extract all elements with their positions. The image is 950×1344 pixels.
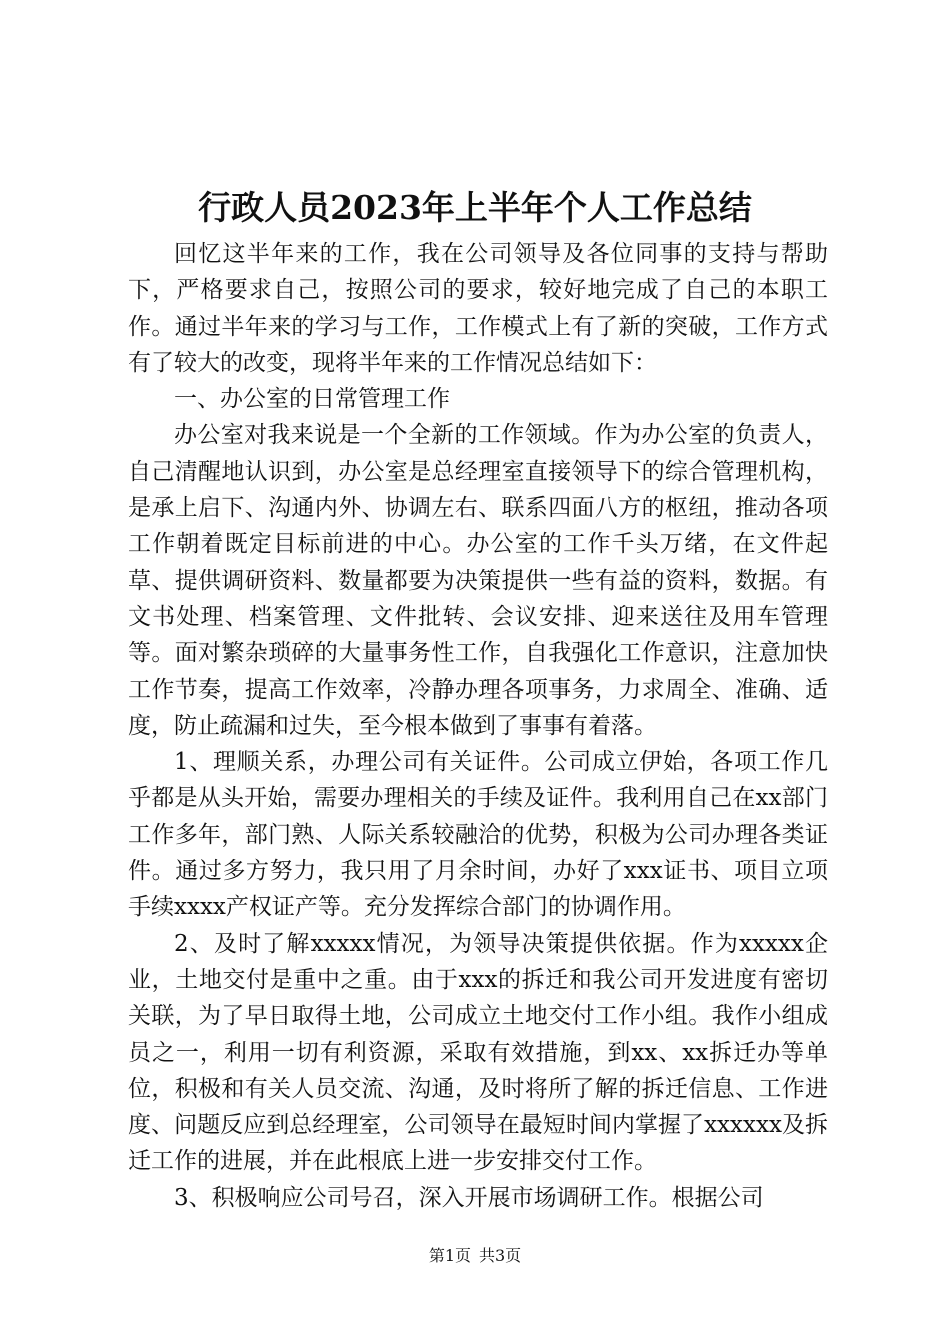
page-total: 共3页 <box>479 1246 522 1265</box>
page-footer <box>0 1245 950 1267</box>
document-body <box>128 236 828 1216</box>
section-heading-office: 一、办公室的日常管理工作 <box>174 386 450 413</box>
paragraph-office-role: 办公室对我来说是一个全新的工作领域。作为办公室的负责人，自己清醒地认识到，办公室是总经理室直接领导下的综合管理机构，是承上启下、沟通内外、协调左右、联系四面八方的枢纽，推动各项工作朝着既定目标前进的中心。办公室的工作千头万绪，在文件起草、提供调研资料、数量都要为决策提供一些有益的资料，数据。有文书处理、档案管理、文件批转、会议安排、迎来送往及用车管理等。面对繁杂琐碎的大量事务性工作，自我强化工作意识，注意加快工作节奏，提高工作效率，冷静办理各项事务，力求周全、准确、适度，防止疏漏和过失，至今根本做到了事事有着落。 <box>128 422 828 739</box>
paragraph-item-3: 3、积极响应公司号召，深入开展市场调研工作。根据公司 <box>174 1184 764 1211</box>
paragraph-item-2: 2、及时了解xxxxx情况，为领导决策提供依据。作为xxxxx企业，土地交付是重中之重。由于xxx的拆迁和我公司开发进度有密切关联，为了早日取得土地，公司成立土地交付工作小组。我作小组成员之一，利用一切有利资源，采取有效措施，到xx、xx拆迁办等单位，积极和有关人员交流、沟通，及时将所了解的拆迁信息、工作进度、问题反应到总经理室，公司领导在最短时间内掌握了xxxxxx及拆迁工作的进展，并在此根底上进一步安排交付工作。 <box>128 930 828 1175</box>
paragraph-intro: 回忆这半年来的工作，我在公司领导及各位同事的支持与帮助下，严格要求自己，按照公司的要求，较好地完成了自己的本职工作。通过半年来的学习与工作，工作模式上有了新的突破，工作方式有了较大的改变，现将半年来的工作情况总结如下： <box>128 241 828 376</box>
document-title: 行政人员2023年上半年个人工作总结 <box>198 188 752 227</box>
page-number: 第1页 <box>428 1246 471 1265</box>
paragraph-item-1: 1、理顺关系，办理公司有关证件。公司成立伊始，各项工作几乎都是从头开始，需要办理相关的手续及证件。我利用自己在xx部门工作多年，部门熟、人际关系较融洽的优势，积极为公司办理各类证件。通过多方努力，我只用了月余时间，办好了xxx证书、项目立项手续xxxx产权证产等。充分发挥综合部门的协调作用。 <box>128 749 828 921</box>
